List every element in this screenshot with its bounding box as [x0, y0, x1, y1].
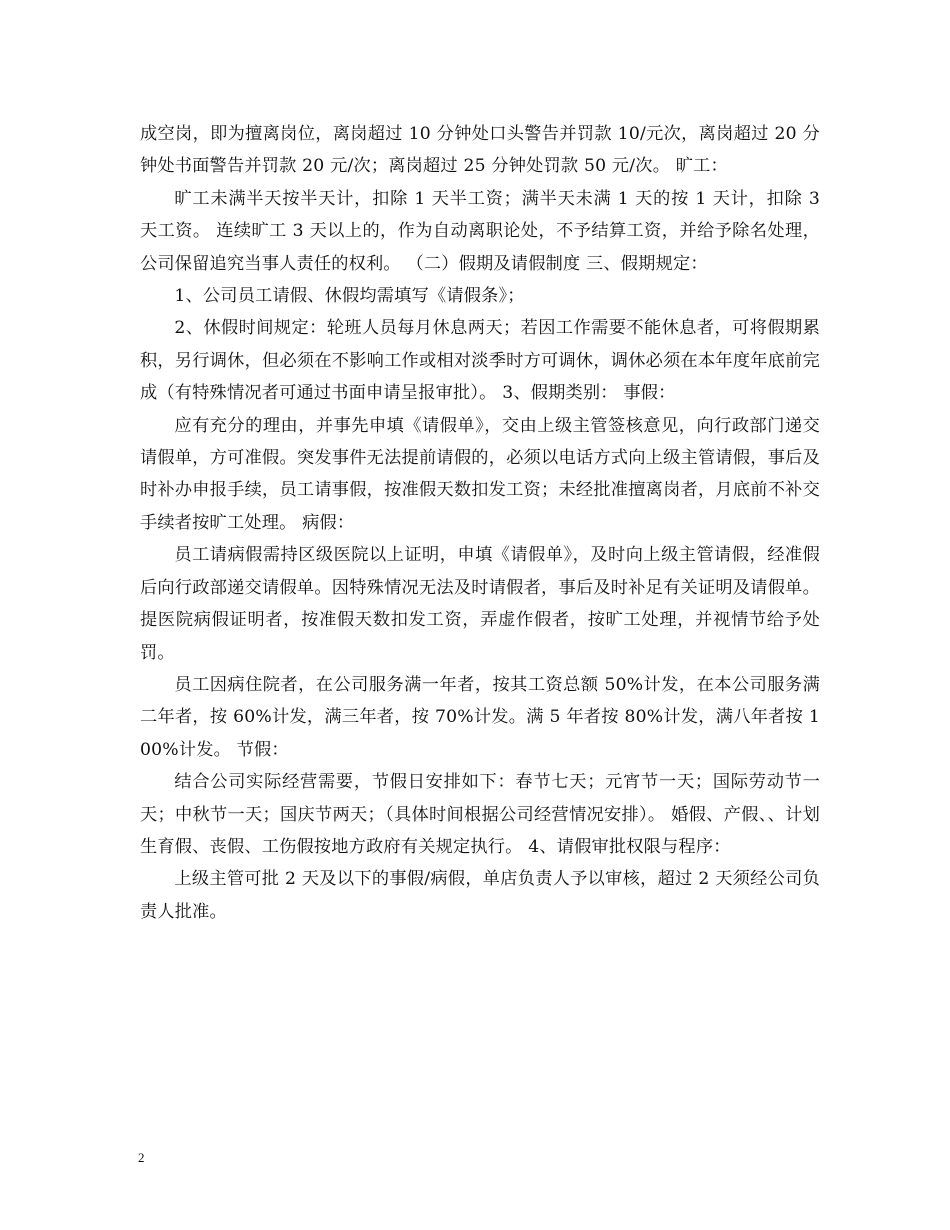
- paragraph: 成空岗，即为擅离岗位，离岗超过 10 分钟处口头警告并罚款 10/元次，离岗超过 20 分钟处书面警告并罚款 20 元/次；离岗超过 25 分钟处罚款 50 元/次。 旷工：: [140, 124, 820, 177]
- paragraph: 2、休假时间规定：轮班人员每月休息两天；若因工作需要不能休息者，可将假期累积，另行调休，但必须在不影响工作或相对淡季时方可调休，调休必须在本年度年底前完成（有特殊情况者可通过书面申请呈报审批）。 3、假期类别： 事假：: [140, 318, 820, 404]
- paragraph: 员工请病假需持区级医院以上证明，申填《请假单》，及时向上级主管请假，经准假后向行政部递交请假单。因特殊情况无法及时请假者，事后及时补足有关证明及请假单。提医院病假证明者，按准假天数扣发工资，弄虚作假者，按旷工处理，并视情节给予处罚。: [140, 545, 820, 663]
- paragraph: 旷工未满半天按半天计，扣除 1 天半工资；满半天未满 1 天的按 1 天计，扣除 3 天工资。 连续旷工 3 天以上的，作为自动离职论处，不予结算工资，并给予除名处理，公司保留追究当事人责任的权利。 （二）假期及请假制度 三、假期规定：: [140, 188, 820, 274]
- paragraph: 结合公司实际经营需要，节假日安排如下：春节七天；元宵节一天；国际劳动节一天；中秋节一天；国庆节两天；（具体时间根据公司经营情况安排）。 婚假、产假、、计划生育假、丧假、工伤假按地方政府有关规定执行。 4、请假审批权限与程序：: [140, 772, 820, 857]
- paragraph: 上级主管可批 2 天及以下的事假/病假，单店负责人予以审核，超过 2 天须经公司负责人批准。: [140, 869, 820, 922]
- paragraph: 应有充分的理由，并事先申填《请假单》，交由上级主管签核意见，向行政部门递交请假单，方可准假。突发事件无法提前请假的，必须以电话方式向上级主管请假，事后及时补办申报手续，员工请事假，按准假天数扣发工资；未经批准擅离岗者，月底前不补交手续者按旷工处理。 病假：: [140, 415, 820, 533]
- paragraph: 1、公司员工请假、休假均需填写《请假条》；: [174, 286, 525, 307]
- document-body: [140, 118, 820, 928]
- page-number: 2: [138, 1150, 145, 1165]
- paragraph: 员工因病住院者，在公司服务满一年者，按其工资总额 50%计发，在本公司服务满二年者，按 60%计发，满三年者，按 70%计发。满 5 年者按 80%计发，满八年者按 100%计发。 节假：: [140, 674, 820, 760]
